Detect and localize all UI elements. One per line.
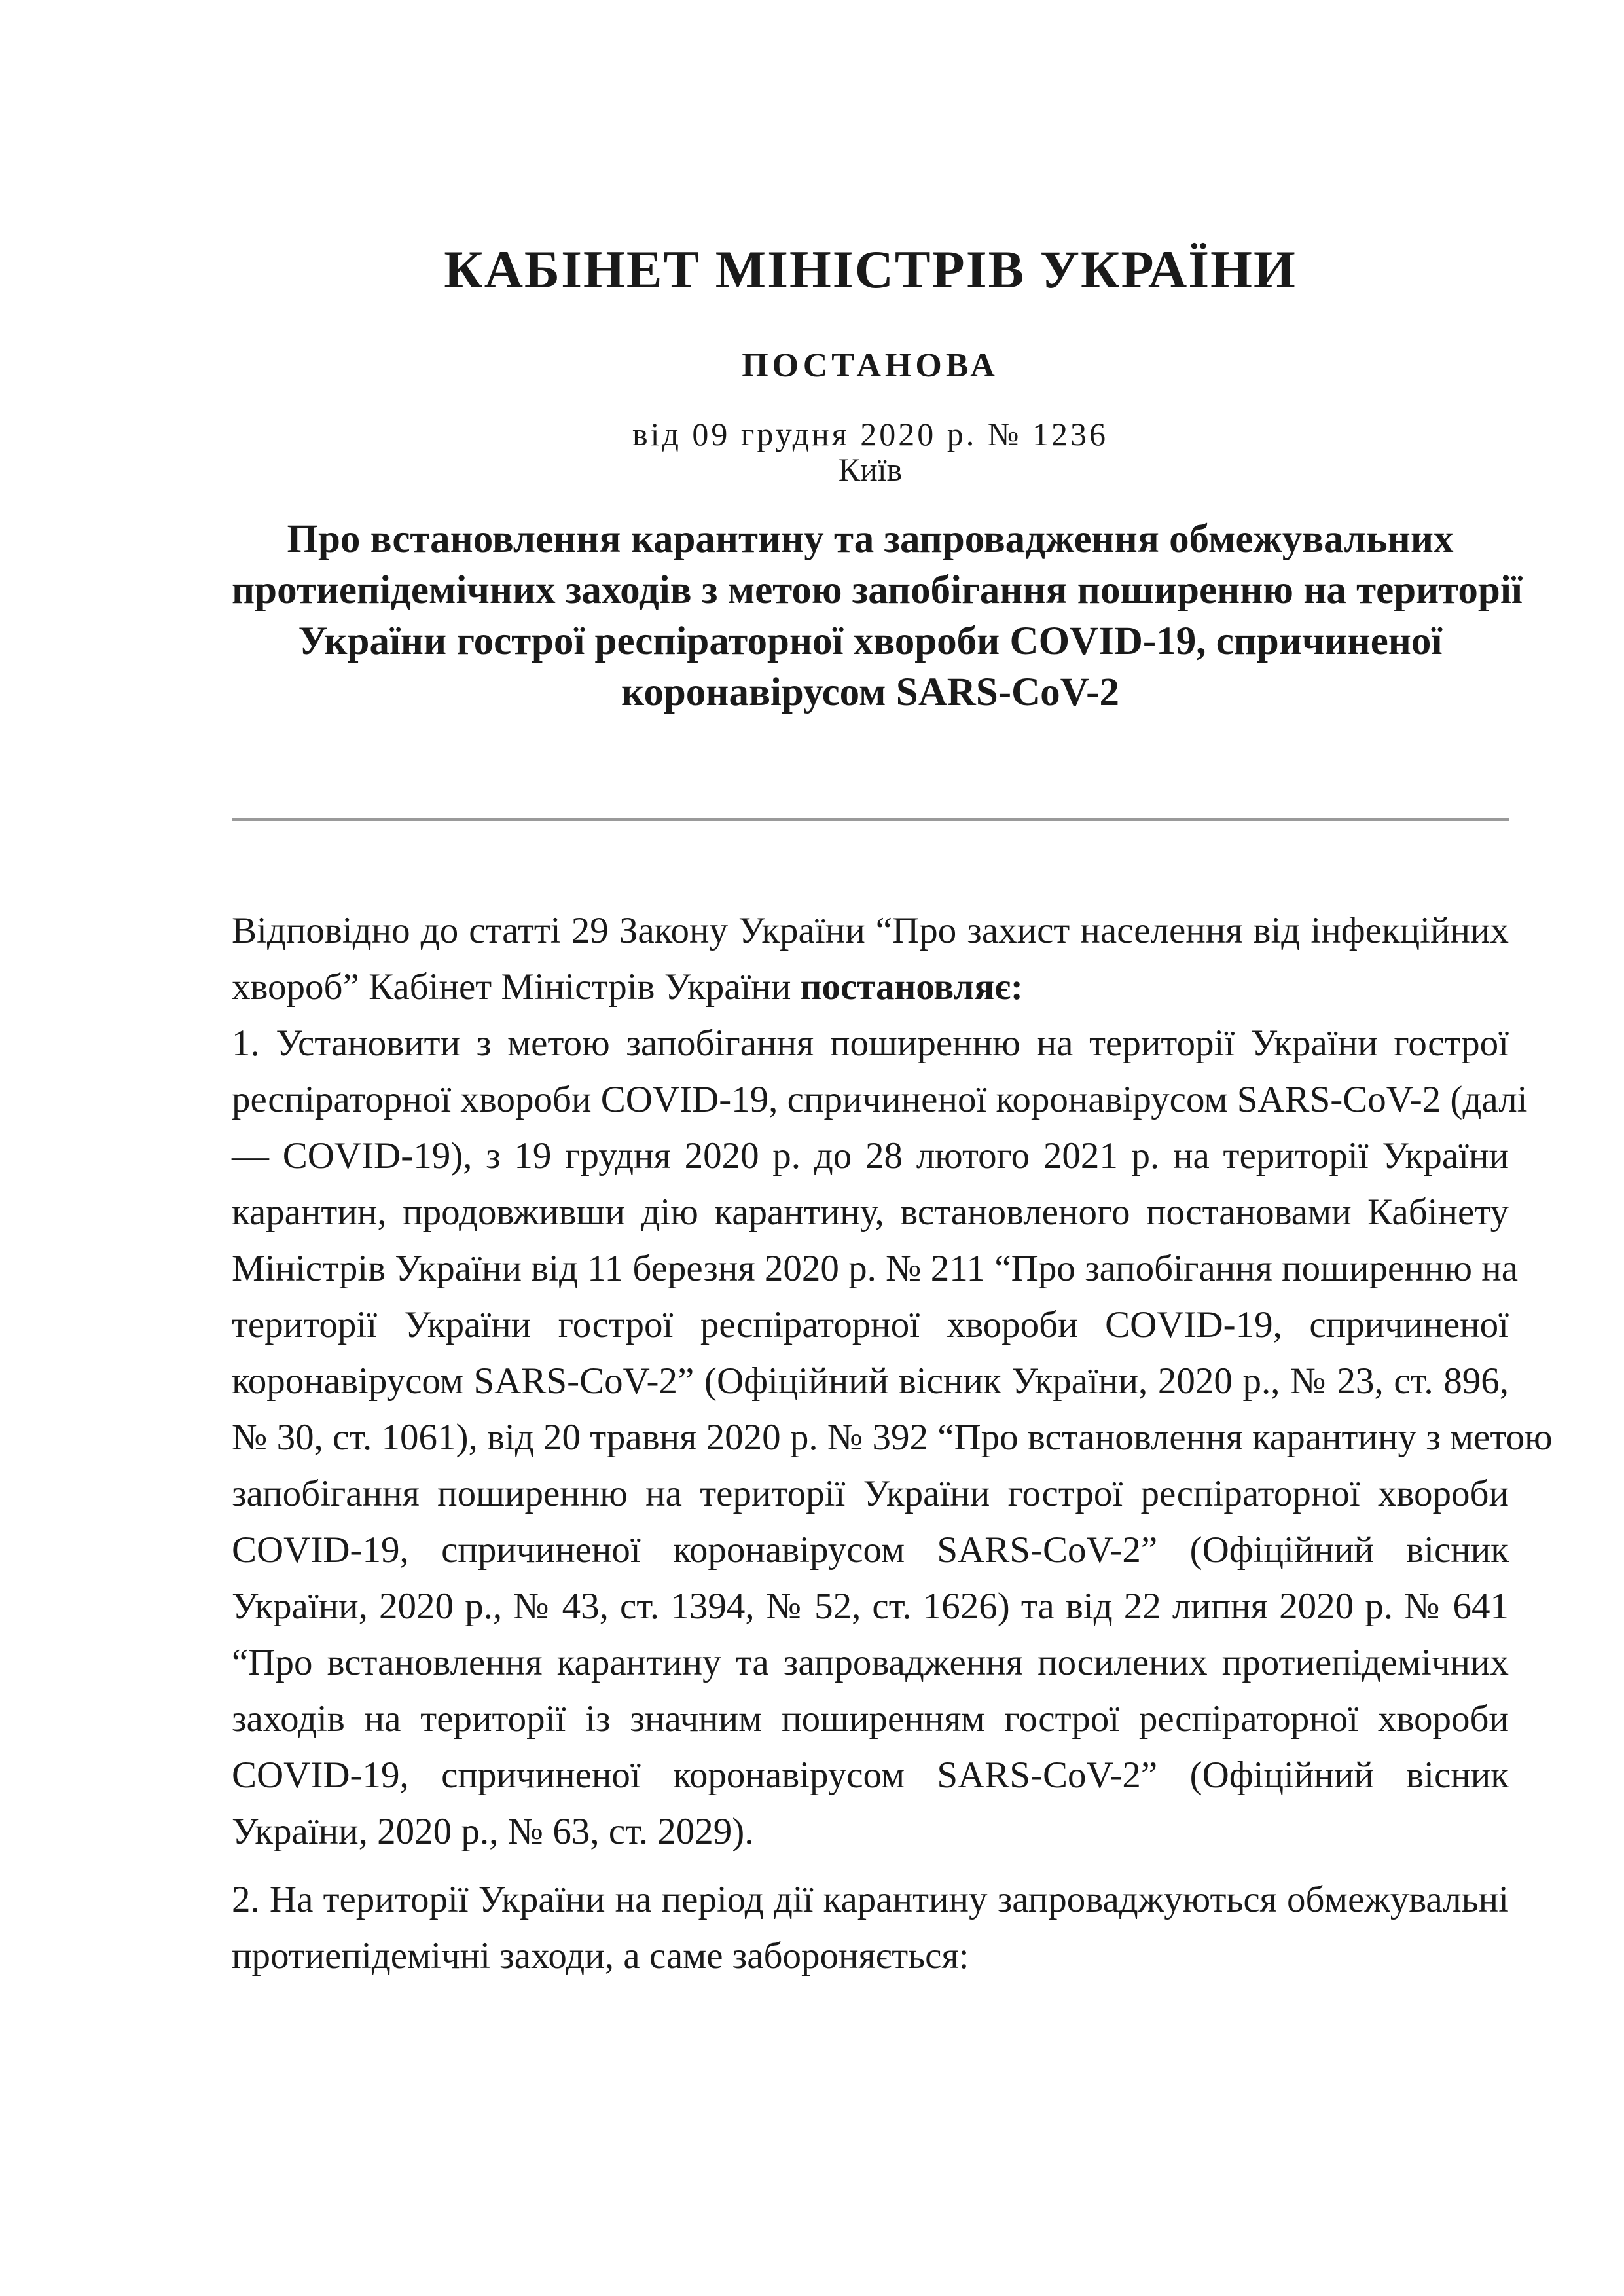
- body-text-segment: хвороб” Кабінет Міністрів України: [232, 966, 801, 1008]
- paragraph-item-1: [232, 1015, 1553, 1860]
- body-text-segment: № 30, ст. 1061), від 20 травня 2020 р. № 392 “Про встановлення карантину з метою: [232, 1417, 1553, 1458]
- body-text-segment: України, 2020 р., № 43, ст. 1394, № 52, ст. 1626) та від 22 липня 2020 р. № 641: [232, 1586, 1509, 1627]
- body-text-segment: протиепідемічні заходи, а саме забороняється:: [232, 1935, 969, 1977]
- body-line: [232, 1184, 1509, 1241]
- body-line: [232, 1578, 1509, 1635]
- city-line: Київ: [838, 451, 903, 488]
- body-text-segment: України, 2020 р., № 63, ст. 2029).: [232, 1811, 754, 1852]
- body-line: [232, 1297, 1509, 1353]
- body-text-segment: 1. Установити з метою запобігання поширенню на території України гострої: [232, 1023, 1509, 1064]
- body-text-segment: карантин, продовживши дію карантину, встановленого постановами Кабінету: [232, 1192, 1509, 1233]
- body-line: [232, 1128, 1509, 1184]
- body-line: [232, 1522, 1509, 1578]
- body-text-segment: Міністрів України від 11 березня 2020 р. № 211 “Про запобігання поширенню на: [232, 1248, 1518, 1289]
- body-line: [232, 1872, 1509, 1928]
- body-line: [232, 1466, 1509, 1522]
- doc-title: [232, 514, 1523, 718]
- doc-type: ПОСТАНОВА: [742, 347, 999, 384]
- body-line: [232, 1015, 1509, 1072]
- body-line: [232, 1635, 1509, 1691]
- body-line: [232, 1410, 1553, 1466]
- body-text-bold-segment: постановляє:: [800, 966, 1023, 1008]
- org-name: КАБІНЕТ МІНІСТРІВ УКРАЇНИ: [444, 240, 1297, 299]
- body-text-segment: респіраторної хвороби COVID-19, спричиненої коронавірусом SARS-CoV-2 (далі: [232, 1079, 1528, 1120]
- body-line: [232, 1072, 1528, 1128]
- doc-title-line: Про встановлення карантину та запровадження обмежувальних: [287, 517, 1454, 561]
- body-line: [232, 1804, 1509, 1860]
- body-text-segment: COVID-19, спричиненої коронавірусом SARS-CoV-2” (Офіційний вісник: [232, 1755, 1509, 1796]
- body-text-segment: — COVID-19), з 19 грудня 2020 р. до 28 лютого 2021 р. на території України: [232, 1135, 1509, 1176]
- body-line: [232, 959, 1509, 1015]
- body-text-segment: 2. На території України на період дії карантину запроваджуються обмежувальні: [232, 1879, 1509, 1920]
- body-line: [232, 1241, 1518, 1297]
- body-text-segment: території України гострої респіраторної хвороби COVID-19, спричиненої: [232, 1304, 1509, 1345]
- body-line: [232, 1691, 1509, 1747]
- doc-title-line: України гострої респіраторної хвороби COVID-19, спричиненої: [298, 619, 1443, 663]
- document-body: [232, 903, 1553, 1984]
- body-text-segment: COVID-19, спричиненої коронавірусом SARS-CoV-2” (Офіційний вісник: [232, 1529, 1509, 1571]
- body-text-segment: коронавірусом SARS-CoV-2” (Офіційний вісник України, 2020 р., № 23, ст. 896,: [232, 1360, 1509, 1402]
- body-text-segment: “Про встановлення карантину та запровадження посилених протиепідемічних: [232, 1642, 1509, 1683]
- body-line: [232, 1353, 1509, 1410]
- separator-rule: [232, 818, 1509, 821]
- body-text-segment: заходів на території із значним поширенням гострої респіраторної хвороби: [232, 1698, 1509, 1740]
- paragraph-item-2: [232, 1872, 1509, 1984]
- body-text-segment: запобігання поширенню на території України гострої респіраторної хвороби: [232, 1473, 1509, 1514]
- body-line: [232, 903, 1509, 959]
- doc-title-line: протиепідемічних заходів з метою запобігання поширенню на території: [232, 568, 1523, 612]
- body-line: [232, 1747, 1509, 1804]
- date-number-line: від 09 грудня 2020 р. № 1236: [632, 416, 1109, 452]
- body-line: [232, 1928, 1509, 1984]
- paragraph-preamble: [232, 903, 1509, 1015]
- body-text-segment: Відповідно до статті 29 Закону України “Про захист населення від інфекційних: [232, 910, 1509, 951]
- doc-title-line: коронавірусом SARS-CoV-2: [621, 670, 1119, 714]
